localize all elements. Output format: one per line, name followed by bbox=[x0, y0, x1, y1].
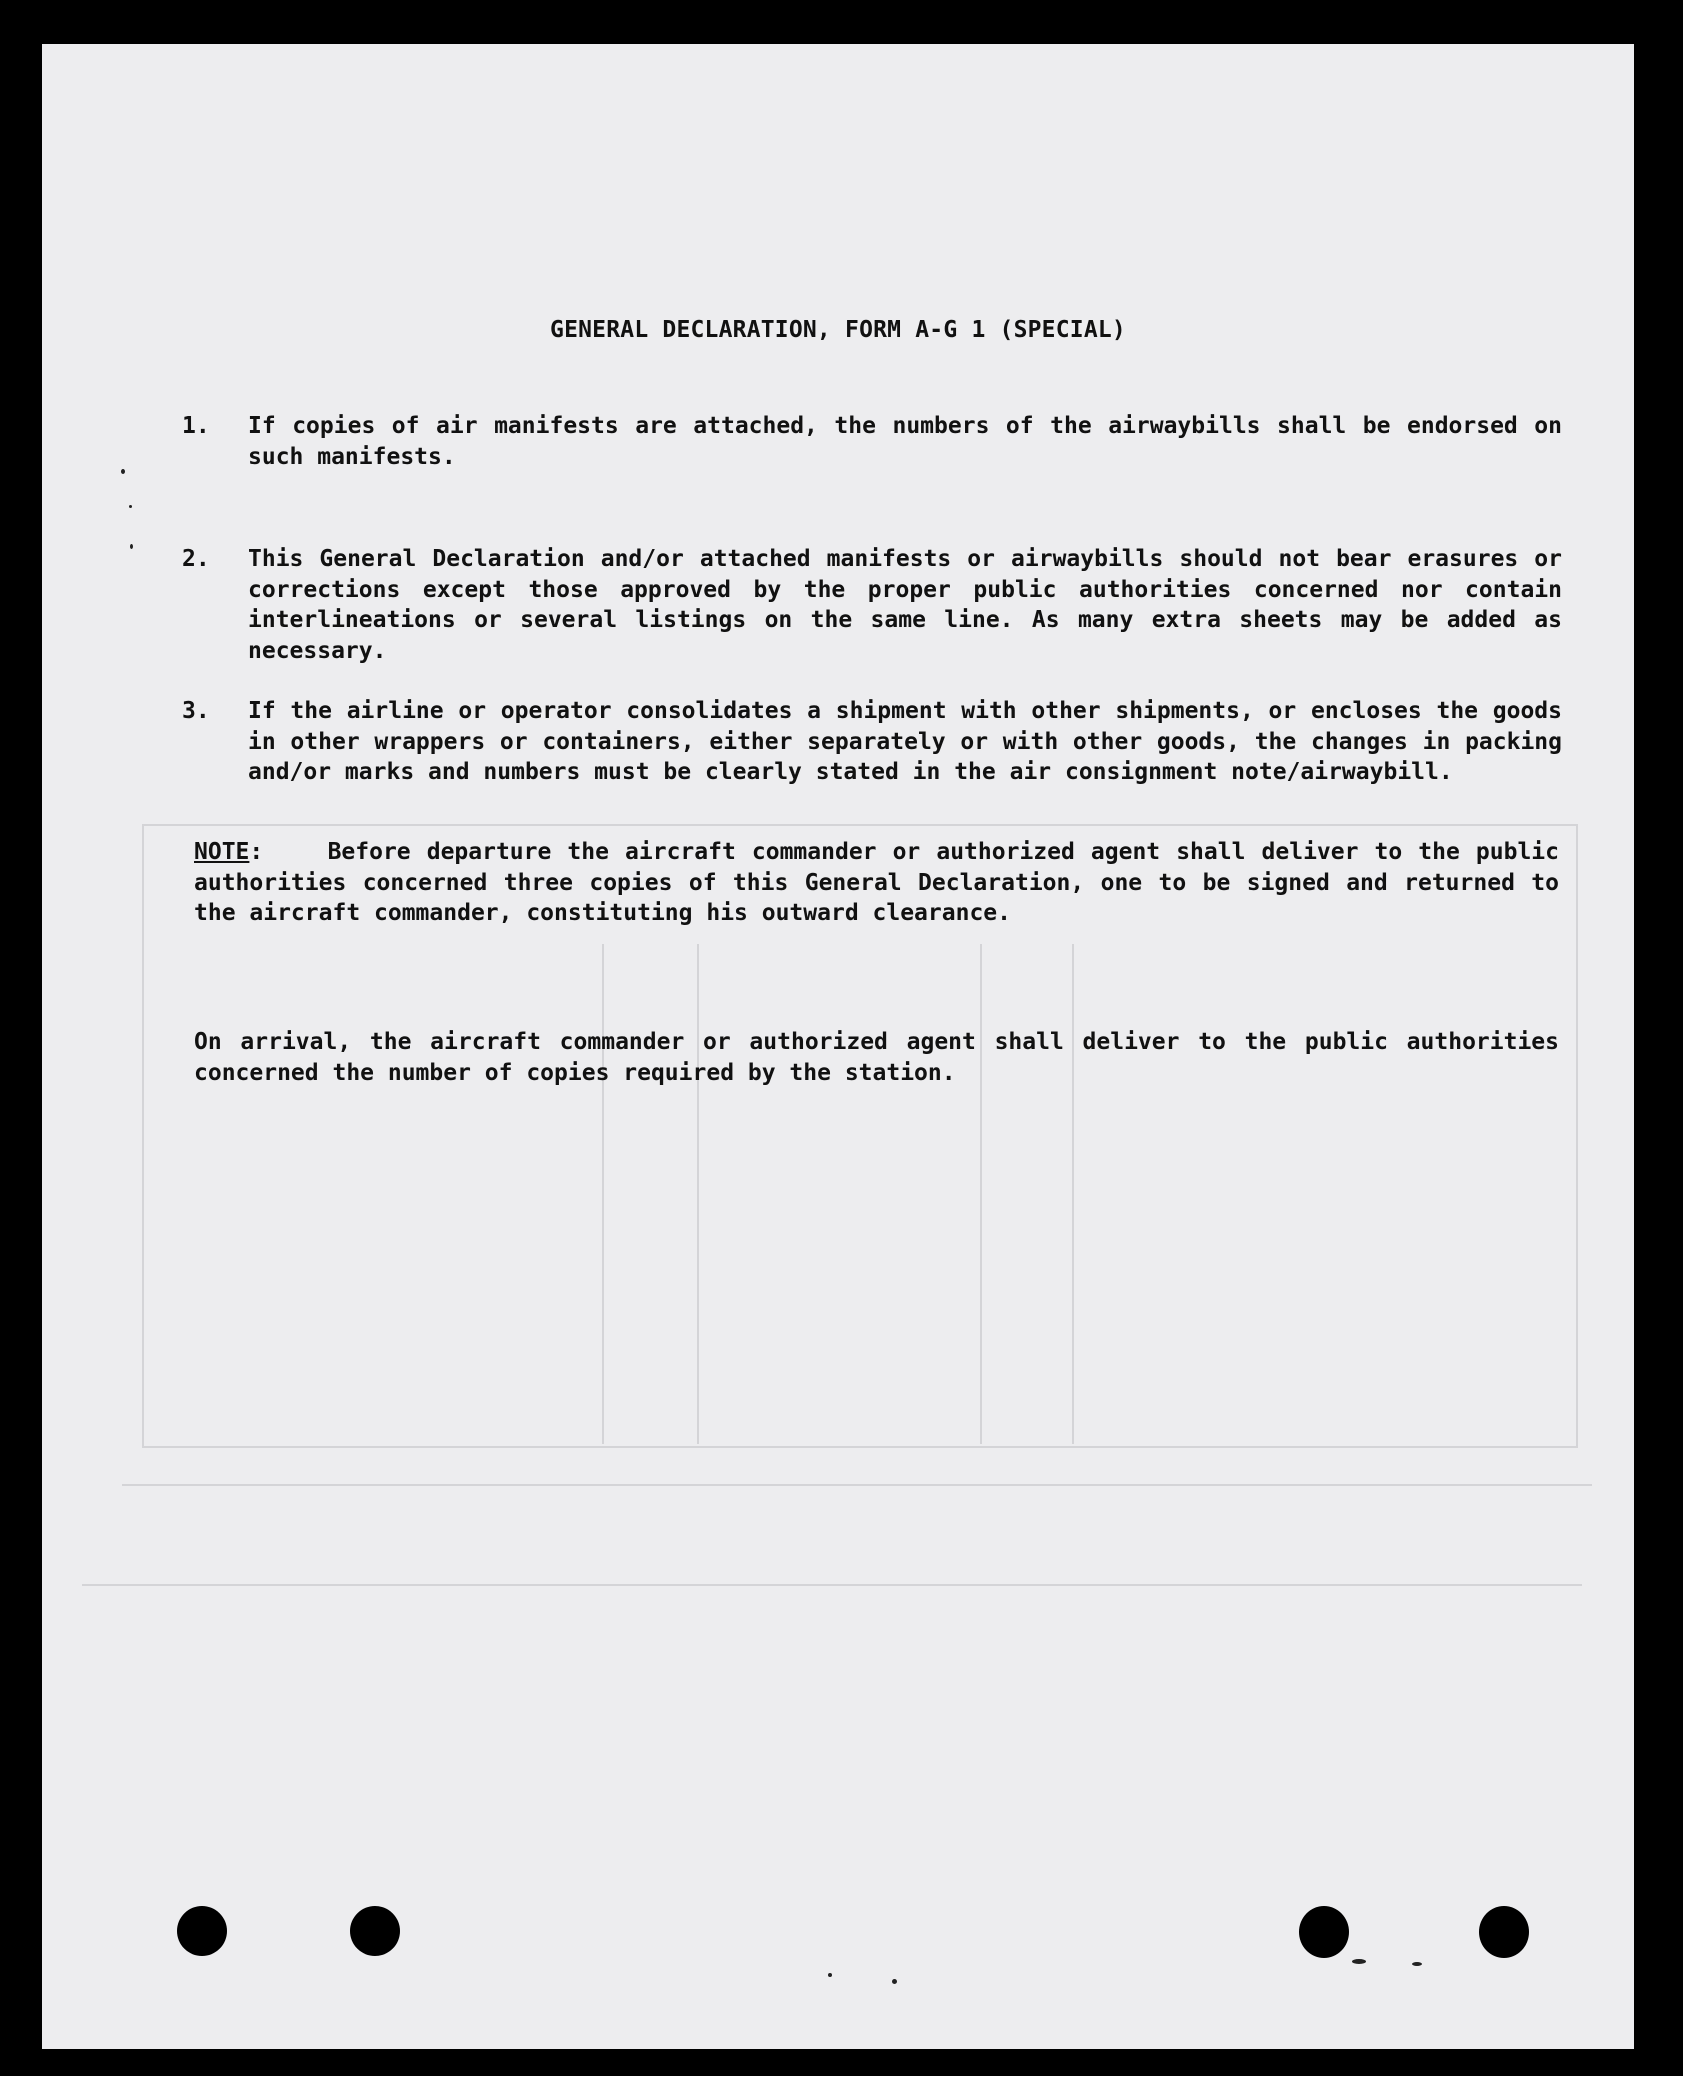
punch-hole bbox=[177, 1906, 227, 1956]
instruction-item bbox=[182, 411, 1562, 473]
bleed-through-rule bbox=[980, 944, 982, 1444]
note-text: Before departure the aircraft commander or authorized agent shall deliver to the public authorities concerned three copies of this General Declaration, one to be signed and returned to the aircraft commander, constituting his outward clearance. bbox=[194, 839, 1559, 926]
instruction-number: 2. bbox=[182, 546, 210, 572]
bleed-through-rule bbox=[82, 1584, 1582, 1586]
ink-speck bbox=[1352, 1959, 1366, 1964]
instruction-text: If copies of air manifests are attached, the numbers of the airwaybills shall be endorsed on such manifests. bbox=[248, 413, 1562, 470]
instruction-number: 3. bbox=[182, 698, 210, 724]
punch-hole bbox=[350, 1906, 400, 1956]
note-label: NOTE bbox=[194, 839, 250, 865]
ink-speck bbox=[1412, 1962, 1422, 1966]
document-title: GENERAL DECLARATION, FORM A-G 1 (SPECIAL) bbox=[550, 317, 1126, 343]
bleed-through-rule bbox=[122, 1484, 1592, 1486]
instruction-text: If the airline or operator consolidates a shipment with other shipments, or encloses the goods in other wrappers or containers, either separately or with other goods, the changes in packing and/or marks and numbers must be clearly stated in the air consignment note/airwaybill. bbox=[248, 698, 1562, 785]
ink-speck bbox=[130, 544, 133, 549]
note-paragraph bbox=[194, 837, 1559, 929]
arrival-paragraph: On arrival, the aircraft commander or authorized agent shall deliver to the public authorities concerned the number of copies required by the station. bbox=[194, 1029, 1559, 1086]
bleed-through-rule bbox=[602, 944, 604, 1444]
bleed-through-rule bbox=[1072, 944, 1074, 1444]
instruction-item bbox=[182, 544, 1562, 668]
instruction-item bbox=[182, 696, 1562, 820]
ink-speck bbox=[121, 469, 125, 474]
ink-speck bbox=[129, 505, 132, 508]
punch-hole bbox=[1479, 1906, 1529, 1958]
ink-speck bbox=[892, 1979, 897, 1984]
note-label-suffix: : bbox=[249, 839, 264, 865]
punch-hole bbox=[1299, 1906, 1349, 1958]
instruction-text: This General Declaration and/or attached manifests or airwaybills should not bear erasures or corrections except those approved by the proper public authorities concerned nor contain interlineations or several listings on the same line. As many extra sheets may be added as necessary. bbox=[248, 546, 1562, 664]
bleed-through-rule bbox=[697, 944, 699, 1444]
document-page bbox=[42, 44, 1634, 2049]
ink-speck bbox=[828, 1973, 832, 1977]
instruction-number: 1. bbox=[182, 413, 210, 439]
